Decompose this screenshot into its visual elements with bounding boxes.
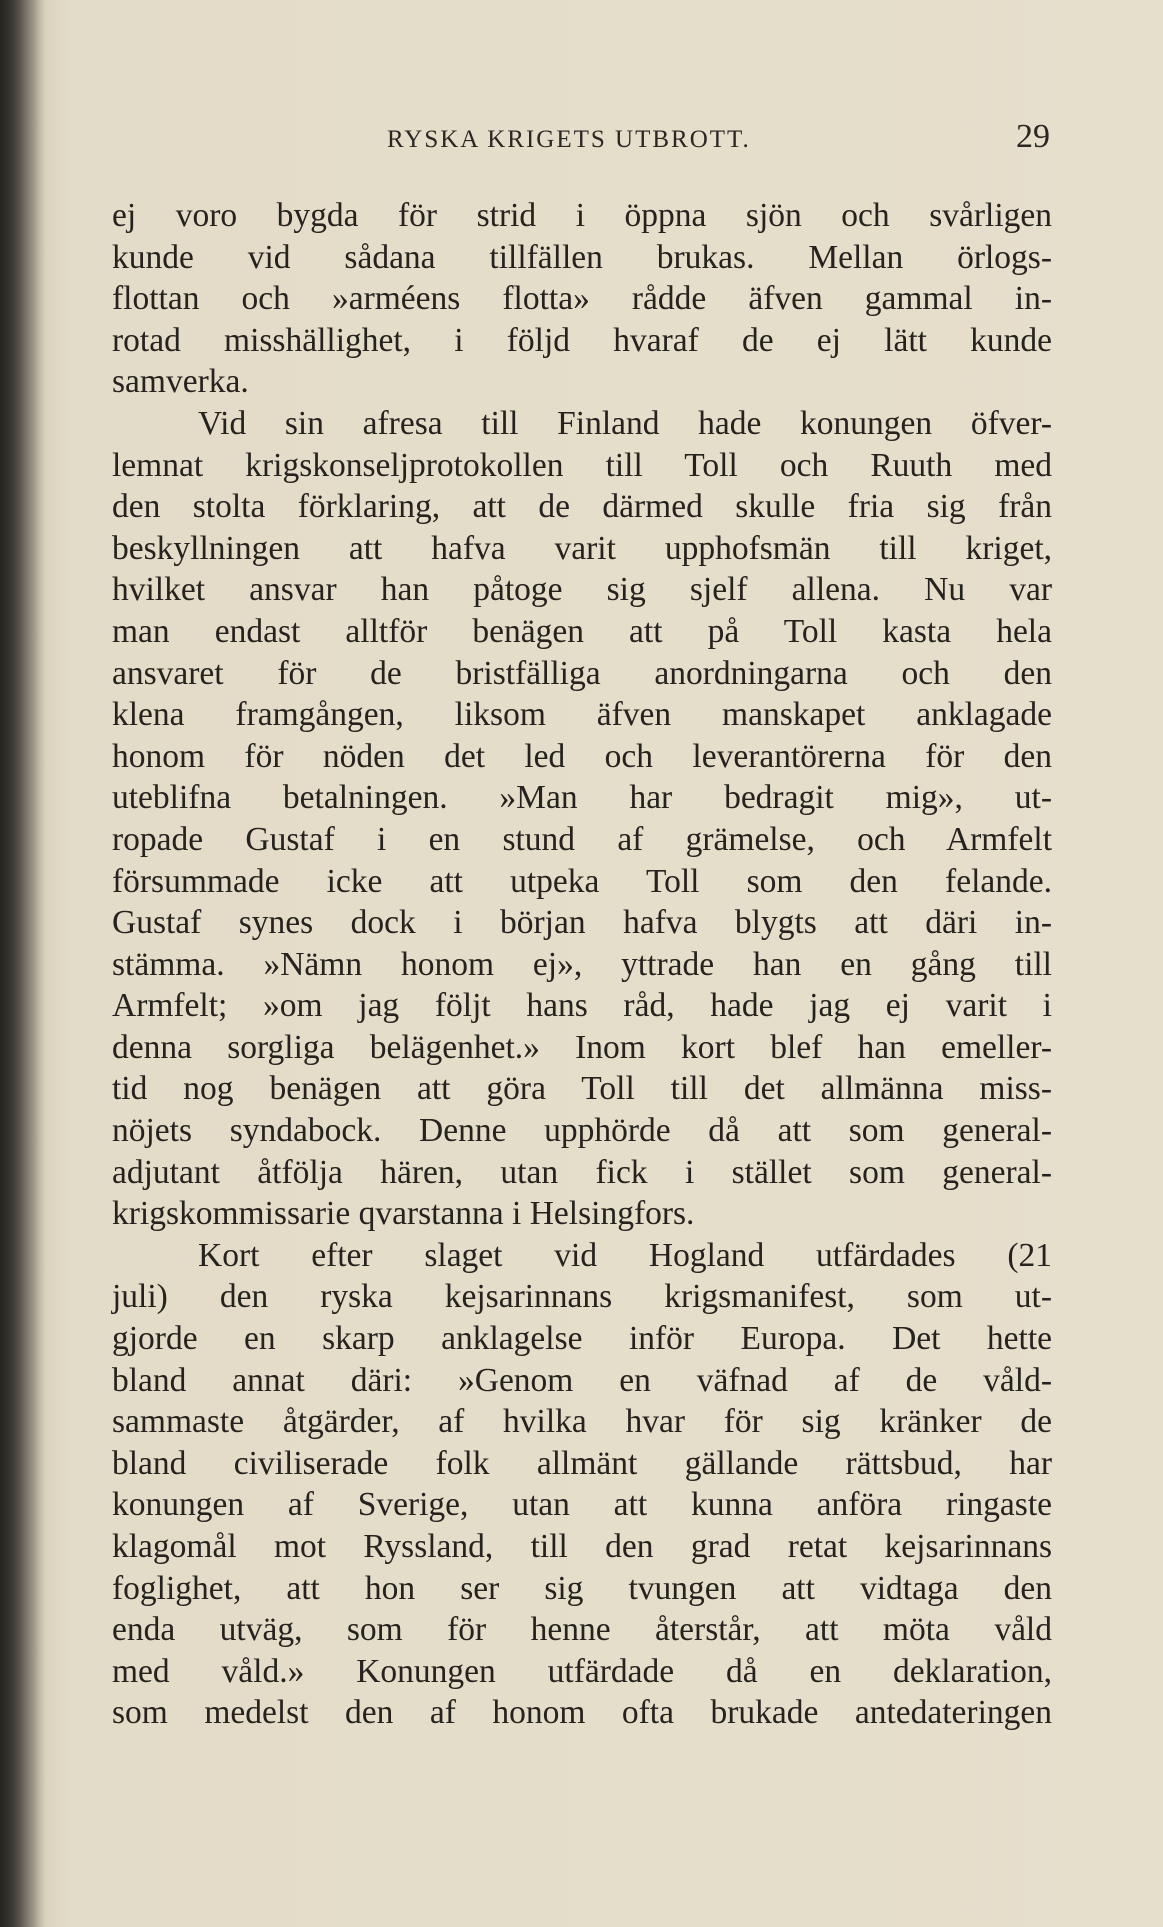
text-line: sammaste åtgärder, af hvilka hvar för sig kränker de — [112, 1403, 1052, 1441]
running-head: RYSKA KRIGETS UTBROTT. — [387, 126, 751, 153]
text-line: honom för nöden det led och leverantörerna för den — [112, 737, 1052, 775]
text-line: man endast alltför benägen att på Toll kasta hela — [112, 612, 1052, 650]
text-line: med våld.» Konungen utfärdade då en deklaration, — [112, 1652, 1052, 1690]
text-line: konungen af Sverige, utan att kunna anföra ringaste — [112, 1486, 1052, 1524]
text-line: försummade icke att utpeka Toll som den felande. — [112, 862, 1052, 900]
text-line: samverka. — [112, 363, 249, 401]
text-line: denna sorgliga belägenhet.» Inom kort blef han emeller- — [112, 1028, 1052, 1066]
page-header — [110, 118, 1050, 158]
book-spine-shadow — [0, 0, 46, 1927]
text-line: krigskommissarie qvarstanna i Helsingfors. — [112, 1195, 695, 1233]
text-line: adjutant åtfölja hären, utan fick i stället som general- — [112, 1153, 1052, 1191]
text-line: stämma. »Nämn honom ej», yttrade han en gång till — [112, 945, 1052, 983]
text-line: ej voro bygda för strid i öppna sjön och svårligen — [112, 197, 1052, 234]
text-line: Armfelt; »om jag följt hans råd, hade jag ej varit i — [112, 987, 1052, 1025]
text-line: kunde vid sådana tillfällen brukas. Mellan örlogs- — [112, 238, 1052, 276]
text-line: lemnat krigskonseljprotokollen till Toll och Ruuth med — [112, 446, 1052, 484]
text-line: nöjets syndabock. Denne upphörde då att som general- — [112, 1112, 1052, 1150]
text-line: som medelst den af honom ofta brukade antedateringen — [112, 1694, 1052, 1732]
text-line: bland annat däri: »Genom en väfnad af de våld- — [112, 1361, 1052, 1399]
text-line: bland civiliserade folk allmänt gällande rättsbud, har — [112, 1444, 1052, 1482]
text-line: Gustaf synes dock i början hafva blygts att däri in- — [112, 904, 1052, 942]
text-line: klena framgången, liksom äfven manskapet anklagade — [112, 696, 1052, 734]
body-text — [112, 195, 1052, 1734]
text-line: klagomål mot Ryssland, till den grad retat kejsarinnans — [112, 1528, 1052, 1565]
text-line: Kort efter slaget vid Hogland utfärdades (21 — [198, 1236, 1052, 1274]
text-line: rotad misshällighet, i följd hvaraf de ej lätt kunde — [112, 321, 1052, 359]
text-line: hvilket ansvar han påtoge sig sjelf allena. Nu var — [112, 571, 1052, 609]
text-line: ropade Gustaf i en stund af grämelse, och Armfelt — [112, 820, 1052, 858]
text-line: foglighet, att hon ser sig tvungen att vidtaga den — [112, 1569, 1052, 1607]
text-line: enda utväg, som för henne återstår, att möta våld — [112, 1611, 1052, 1649]
text-line: gjorde en skarp anklagelse inför Europa. Det hette — [112, 1320, 1052, 1358]
text-line: den stolta förklaring, att de därmed skulle fria sig från — [112, 488, 1052, 526]
text-line: uteblifna betalningen. »Man har bedragit mig», ut- — [112, 779, 1052, 817]
page-number: 29 — [1016, 118, 1050, 155]
text-line: flottan och »arméens flotta» rådde äfven gammal in- — [112, 280, 1052, 318]
text-line: juli) den ryska kejsarinnans krigsmanifest, som ut- — [112, 1278, 1052, 1316]
text-line: ansvaret för de bristfälliga anordningarna och den — [112, 654, 1052, 692]
text-line: Vid sin afresa till Finland hade konungen öfver- — [198, 404, 1052, 442]
text-line: beskyllningen att hafva varit upphofsmän till kriget, — [112, 529, 1052, 567]
text-line: tid nog benägen att göra Toll till det allmänna miss- — [112, 1070, 1052, 1108]
